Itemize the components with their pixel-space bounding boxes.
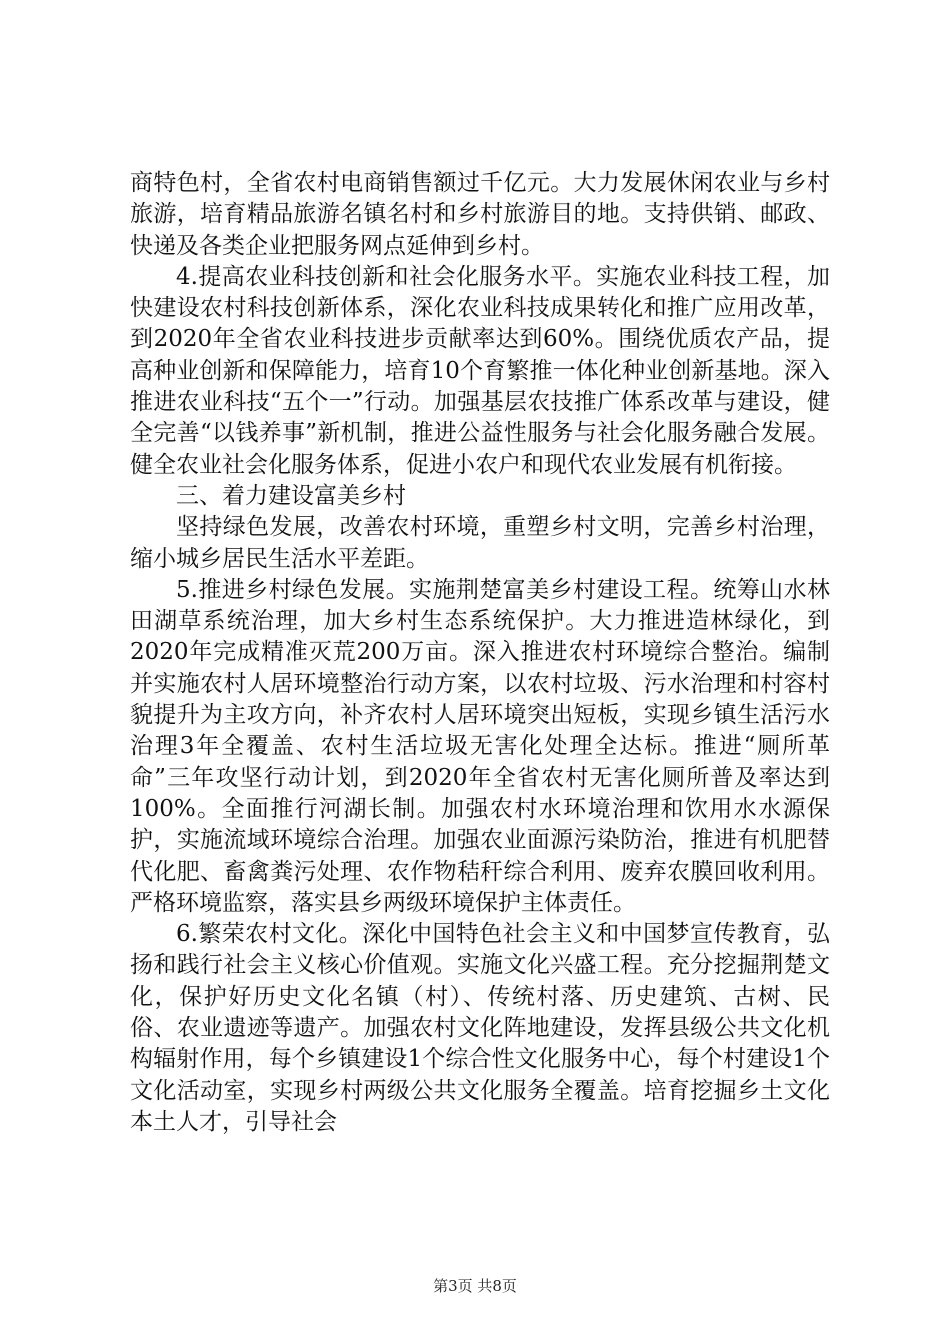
paragraph-item-4: 4.提高农业科技创新和社会化服务水平。实施农业科技工程，加快建设农村科技创新体系，深化农业科技成果转化和推广应用改革，到2020年全省农业科技进步贡献率达到60%。围绕优质农产品，提高种业创新和保障能力，培育10个育繁推一体化种业创新基地。深入推进农业科技“五个一”行动。加强基层农技推广体系改革与建设，健全完善“以钱养事”新机制，推进公益性服务与社会化服务融合发展。健全农业社会化服务体系，促进小农户和现代农业发展有机衔接。 <box>130 263 830 478</box>
section-intro: 坚持绿色发展，改善农村环境，重塑乡村文明，完善乡村治理，缩小城乡居民生活水平差距。 <box>130 514 830 572</box>
page-number-footer: 第3页 共8页 <box>433 1277 517 1295</box>
document-body <box>130 168 830 1138</box>
paragraph-item-5: 5.推进乡村绿色发展。实施荆楚富美乡村建设工程。统筹山水林田湖草系统治理，加大乡村生态系统保护。大力推进造林绿化，到2020年完成精准灭荒200万亩。深入推进农村环境综合整治。编制并实施农村人居环境整治行动方案，以农村垃圾、污水治理和村容村貌提升为主攻方向，补齐农村人居环境突出短板，实现乡镇生活污水治理3年全覆盖、农村生活垃圾无害化处理全达标。推进“厕所革命”三年攻坚行动计划，到2020年全省农村无害化厕所普及率达到100%。全面推行河湖长制。加强农村水环境治理和饮用水水源保护，实施流域环境综合治理。加强农业面源污染防治，推进有机肥替代化肥、畜禽粪污处理、农作物秸秆综合利用、废弃农膜回收利用。严格环境监察，落实县乡两级环境保护主体责任。 <box>130 576 830 916</box>
section-heading-3: 三、着力建设富美乡村 <box>176 482 406 509</box>
paragraph-item-6: 6.繁荣农村文化。深化中国特色社会主义和中国梦宣传教育，弘扬和践行社会主义核心价值观。实施文化兴盛工程。充分挖掘荆楚文化，保护好历史文化名镇（村）、传统村落、历史建筑、古树、民俗、农业遗迹等遗产。加强农村文化阵地建设，发挥县级公共文化机构辐射作用，每个乡镇建设1个综合性文化服务中心，每个村建设1个文化活动室，实现乡村两级公共文化服务全覆盖。培育挖掘乡土文化本土人才，引导社会 <box>130 921 830 1135</box>
paragraph-continuation: 商特色村，全省农村电商销售额过千亿元。大力发展休闲农业与乡村旅游，培育精品旅游名镇名村和乡村旅游目的地。支持供销、邮政、快递及各类企业把服务网点延伸到乡村。 <box>130 170 830 259</box>
